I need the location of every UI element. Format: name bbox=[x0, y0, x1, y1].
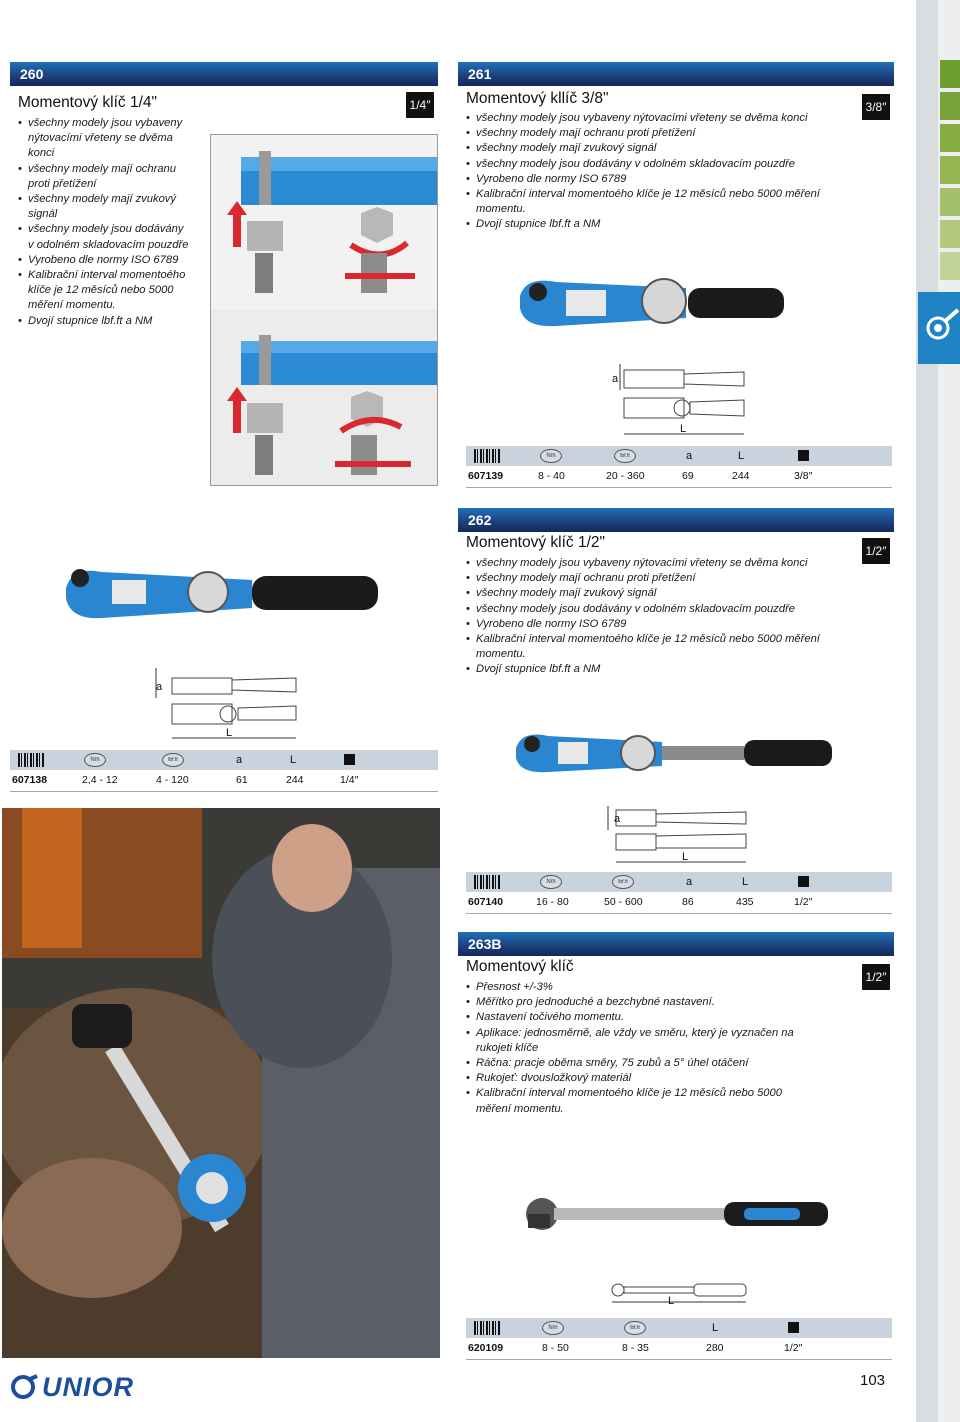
square-drive-icon bbox=[344, 754, 355, 765]
product-code: 607140 bbox=[468, 896, 504, 908]
feature-item: • všechny modely jsou dodávány v odolném skladovacím pouzdře bbox=[18, 222, 190, 252]
square-value: 1/2″ bbox=[794, 896, 813, 908]
side-tab-wrench-icon bbox=[918, 292, 960, 364]
spec-row-262 bbox=[466, 892, 892, 912]
feature-item: • Aplikace: jednosměrně, ale vždy ve směru, který je vyznačen na rukojeti klíče bbox=[466, 1026, 796, 1056]
divider bbox=[10, 791, 438, 792]
side-green-blocks bbox=[940, 60, 960, 284]
feature-item: • Dvojí stupnice lbf.ft a NM bbox=[466, 217, 826, 232]
col-l-label: L bbox=[712, 1322, 719, 1334]
feature-item: • všechny modely mají zvukový signál bbox=[18, 192, 190, 222]
col-a-label: a bbox=[236, 754, 243, 766]
unior-logo-icon bbox=[10, 1374, 38, 1400]
feature-item: • Měřítko pro jednoduché a bezchybné nastavení. bbox=[466, 995, 796, 1010]
lbf-ft-icon: lbf.ft bbox=[162, 753, 184, 767]
product-title-260: Momentový klíč 1/4" bbox=[18, 94, 158, 111]
product-title-261: Momentový kllíč 3/8" bbox=[466, 90, 609, 107]
col-a-label: a bbox=[686, 876, 693, 888]
product-code: 620109 bbox=[468, 1342, 504, 1354]
a-value: 86 bbox=[682, 896, 694, 908]
barcode-icon bbox=[474, 1321, 500, 1335]
nm-icon: Nm bbox=[540, 875, 562, 889]
size-badge-262: 1/2″ bbox=[862, 538, 890, 564]
lbf-range: 50 - 600 bbox=[604, 896, 643, 908]
feature-item: • všechny modely mají ochranu proti přetížení bbox=[466, 126, 826, 141]
spec-table-header-263b bbox=[466, 1318, 892, 1338]
dim-a-label: a bbox=[156, 681, 163, 693]
feature-item: • Vyrobeno dle normy ISO 6789 bbox=[466, 172, 826, 187]
feature-item: • Ráčna: pracje oběma směry, 75 zubů a 5° úhel otáčení bbox=[466, 1056, 796, 1071]
square-value: 3/8″ bbox=[794, 470, 813, 482]
lbf-ft-icon: lbf.ft bbox=[614, 449, 636, 463]
square-drive-icon bbox=[788, 1322, 799, 1333]
feature-item: • všechny modely jsou vybaveny nýtovacími vřeteny se dvěma konci bbox=[466, 556, 826, 571]
feature-item: • Vyrobeno dle normy ISO 6789 bbox=[466, 617, 826, 632]
nm-icon: Nm bbox=[84, 753, 106, 767]
feature-item: • Nastavení točivého momentu. bbox=[466, 1010, 796, 1025]
spec-table-header-262 bbox=[466, 872, 892, 892]
feature-list-263b bbox=[466, 980, 796, 1117]
nm-range: 8 - 40 bbox=[538, 470, 565, 482]
section-header-263b: 263B bbox=[458, 932, 894, 956]
dim-a-label: a bbox=[614, 813, 621, 825]
spec-table-header-260 bbox=[10, 750, 438, 770]
dimension-drawing-262 bbox=[606, 804, 748, 864]
square-drive-icon bbox=[798, 876, 809, 887]
spec-row-261 bbox=[466, 466, 892, 486]
dim-l-label: L bbox=[226, 727, 233, 739]
nm-range: 16 - 80 bbox=[536, 896, 569, 908]
col-a-label: a bbox=[686, 450, 693, 462]
col-l-label: L bbox=[738, 450, 745, 462]
feature-list-262 bbox=[466, 556, 826, 678]
unior-logo bbox=[10, 1372, 134, 1402]
spec-row-263b bbox=[466, 1338, 892, 1358]
ratchet-mechanism-photo bbox=[210, 134, 438, 486]
divider bbox=[466, 487, 892, 488]
square-value: 1/2″ bbox=[784, 1342, 803, 1354]
l-value: 244 bbox=[286, 774, 304, 786]
feature-item: • Dvojí stupnice lbf.ft a NM bbox=[18, 314, 190, 329]
mechanic-workshop-photo bbox=[2, 808, 440, 1358]
divider bbox=[466, 1359, 892, 1360]
feature-item: • všechny modely jsou dodávány v odolném skladovacím pouzdře bbox=[466, 602, 826, 617]
feature-item: • všechny modely mají ochranu proti přetížení bbox=[18, 162, 190, 192]
spec-table-header-261 bbox=[466, 446, 892, 466]
l-value: 280 bbox=[706, 1342, 724, 1354]
feature-list-261 bbox=[466, 111, 826, 233]
barcode-icon bbox=[474, 875, 500, 889]
barcode-icon bbox=[18, 753, 44, 767]
l-value: 435 bbox=[736, 896, 754, 908]
size-badge-260: 1/4″ bbox=[406, 92, 434, 118]
section-header-261: 261 bbox=[458, 62, 894, 86]
dim-l-label: L bbox=[682, 851, 689, 863]
col-l-label: L bbox=[290, 754, 297, 766]
lbf-ft-icon: lbf.ft bbox=[612, 875, 634, 889]
brand-name: UNIOR bbox=[42, 1371, 134, 1402]
nm-icon: Nm bbox=[540, 449, 562, 463]
feature-item: • všechny modely jsou vybaveny nýtovacími vřeteny se dvěma konci bbox=[466, 111, 826, 126]
size-badge-263b: 1/2″ bbox=[862, 964, 890, 990]
square-drive-icon bbox=[798, 450, 809, 461]
spec-row-260 bbox=[10, 770, 438, 790]
dimension-drawing-261 bbox=[604, 362, 750, 440]
a-value: 61 bbox=[236, 774, 248, 786]
col-l-label: L bbox=[742, 876, 749, 888]
feature-item: • Přesnost +/-3% bbox=[466, 980, 796, 995]
l-value: 244 bbox=[732, 470, 750, 482]
square-value: 1/4″ bbox=[340, 774, 359, 786]
product-title-263b: Momentový klíč bbox=[466, 958, 574, 975]
a-value: 69 bbox=[682, 470, 694, 482]
feature-item: • všechny modely mají zvukový signál bbox=[466, 586, 826, 601]
lbf-ft-icon: lbf.ft bbox=[624, 1321, 646, 1335]
torque-wrench-3-8-image bbox=[516, 268, 786, 340]
section-header-262: 262 bbox=[458, 508, 894, 532]
feature-item: • Rukojeť: dvousložkový materiál bbox=[466, 1071, 796, 1086]
dim-l-label: L bbox=[680, 423, 687, 435]
feature-item: • Dvojí stupnice lbf.ft a NM bbox=[466, 662, 826, 677]
section-header-260: 260 bbox=[10, 62, 438, 86]
page-number: 103 bbox=[860, 1372, 886, 1389]
divider bbox=[466, 913, 892, 914]
dim-l-label: L bbox=[668, 1295, 675, 1307]
feature-list-260 bbox=[18, 116, 190, 329]
lbf-range: 8 - 35 bbox=[622, 1342, 649, 1354]
feature-item: • Vyrobeno dle normy ISO 6789 bbox=[18, 253, 190, 268]
feature-item: • Kalibrační interval momentoého klíče je 12 měsíců nebo 5000 měření momentu. bbox=[18, 268, 190, 314]
size-badge-261: 3/8″ bbox=[862, 94, 890, 120]
barcode-icon bbox=[474, 449, 500, 463]
product-title-262: Momentový klíč 1/2" bbox=[466, 534, 606, 551]
feature-item: • všechny modely jsou vybaveny nýtovacími vřeteny se dvěma konci bbox=[18, 116, 190, 162]
dim-a-label: a bbox=[612, 373, 619, 385]
feature-item: • Kalibrační interval momentoého klíče je 12 měsíců nebo 5000 měření momentu. bbox=[466, 632, 826, 662]
product-code: 607139 bbox=[468, 470, 504, 482]
torque-wrench-1-4-image bbox=[62, 558, 382, 632]
lbf-range: 20 - 360 bbox=[606, 470, 645, 482]
nm-range: 8 - 50 bbox=[542, 1342, 569, 1354]
nm-icon: Nm bbox=[542, 1321, 564, 1335]
dimension-drawing-263b bbox=[608, 1282, 748, 1304]
lbf-range: 4 - 120 bbox=[156, 774, 189, 786]
feature-item: • všechny modely mají ochranu proti přetížení bbox=[466, 571, 826, 586]
feature-item: • všechny modely jsou dodávány v odolném skladovacím pouzdře bbox=[466, 157, 826, 172]
torque-wrench-1-2-image bbox=[512, 726, 834, 782]
product-code: 607138 bbox=[12, 774, 48, 786]
nm-range: 2,4 - 12 bbox=[82, 774, 118, 786]
feature-item: • Kalibrační interval momentoého klíče je 12 měsíců nebo 5000 měření momentu. bbox=[466, 187, 826, 217]
feature-item: • Kalibrační interval momentoého klíče je 12 měsíců nebo 5000 měření momentu. bbox=[466, 1086, 796, 1116]
click-torque-wrench-image bbox=[524, 1188, 830, 1240]
feature-item: • všechny modely mají zvukový signál bbox=[466, 141, 826, 156]
